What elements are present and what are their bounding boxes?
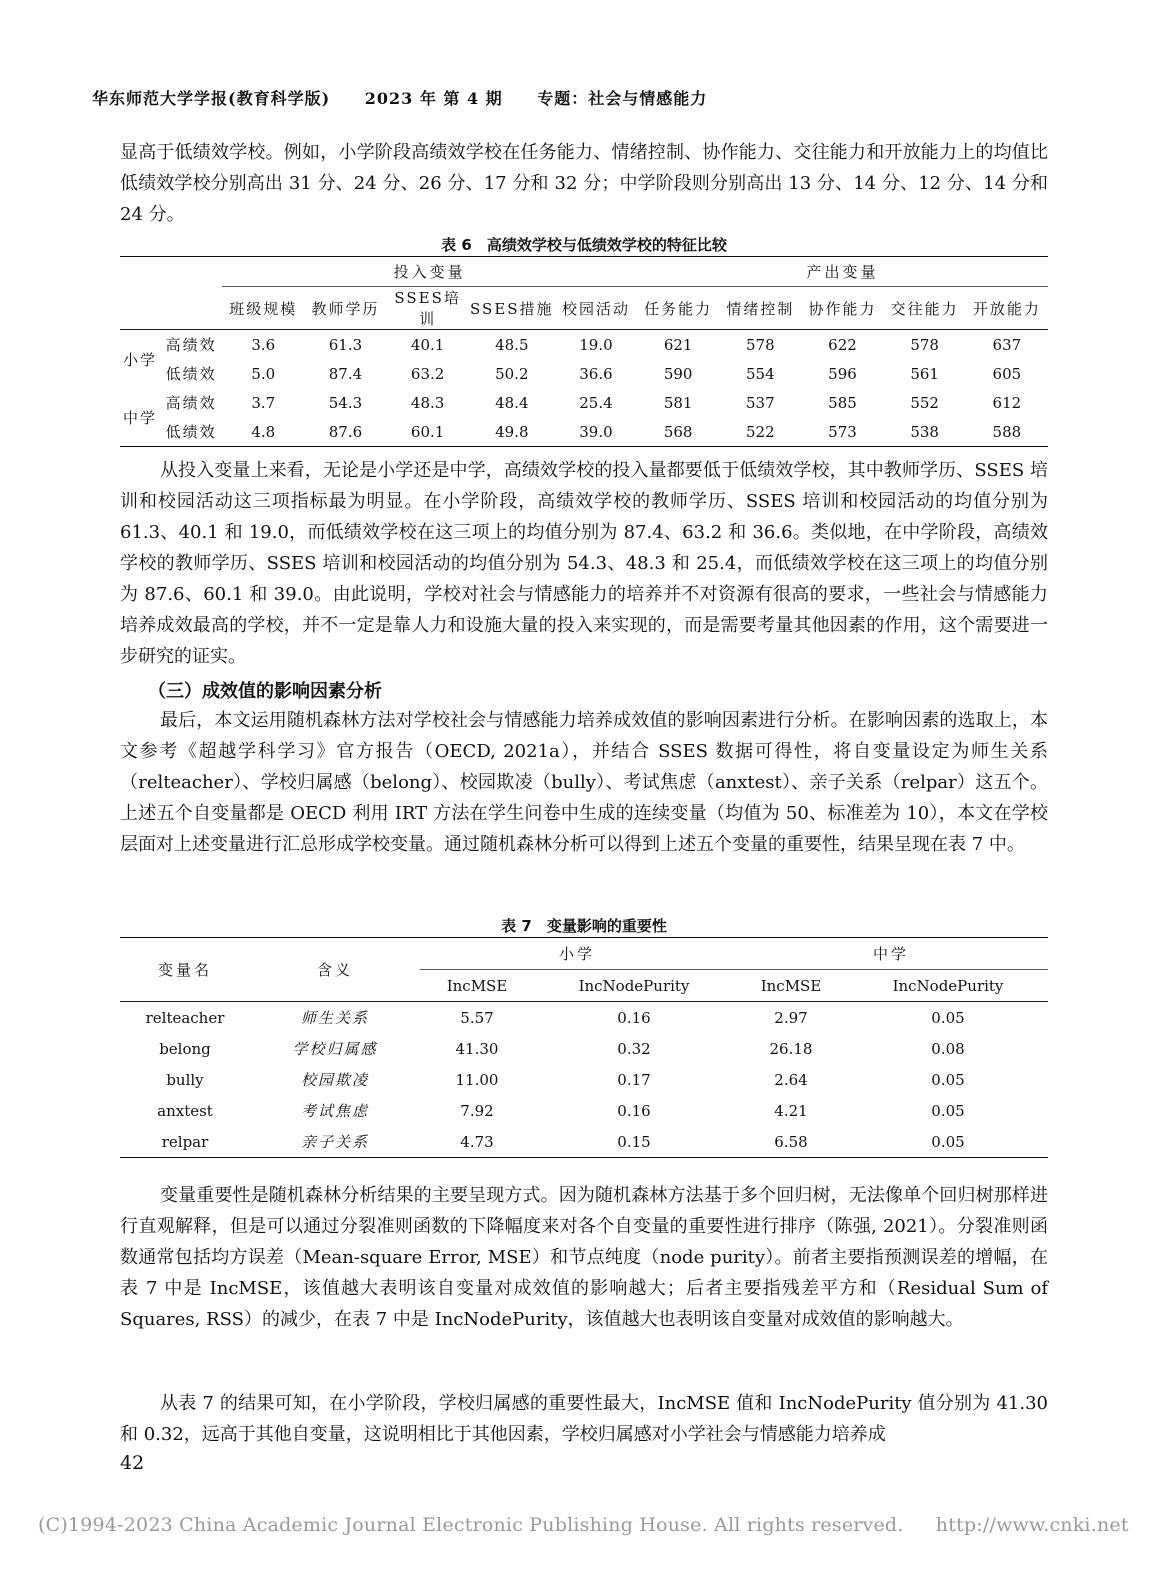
table6-cell: 25.4 (579, 393, 613, 412)
table6-cell: 87.6 (328, 422, 363, 441)
table7-cell: 0.05 (931, 1008, 965, 1027)
paragraph-results: 从表 7 的结果可知，在小学阶段，学校归属感的重要性最大，IncMSE 值和 IncNodePurity 值分别为 41.30 和 0.32，远高于其他自变量，这说明相比于其他因素，学校归属感对小学社会与情感能力培养成 (120, 1393, 1048, 1445)
table7-col-meaning: 含义 (250, 938, 420, 1002)
table6-column-header: 校园活动 (555, 287, 637, 330)
table6-column-header: 交往能力 (884, 287, 966, 330)
table7-row (120, 1002, 1048, 1034)
table6-group-output: 产出变量 (637, 257, 1048, 287)
table6-level-label: 低绩效 (165, 423, 217, 441)
paragraph-inputs: 从投入变量上来看，无论是小学还是中学，高绩效学校的投入量都要低于低绩效学校，其中教师学历、SSES 培训和校园活动这三项指标最为明显。在小学阶段，高绩效学校的教师学历、SSES 培训和校园活动的均值分别为 61.3、40.1 和 19.0，而低绩效学校在这三项上的均值分别为 87.4、63.2 和 36.6。类似地，在中学阶段，高绩效学校的教师学历、SSES 培训和校园活动的均值分别为 54.3、48.3 和 25.4，而低绩效学校在这三项上的均值分别为 87.6、60.1 和 39.0。由此说明，学校对社会与情感能力的培养并不对资源有很高的要求，一些社会与情感能力培养成效最高的学校，并不一定是靠人力和设施大量的投入来实现的，而是需要考量其他因素的作用，这个需要进一步研究的证实。 (120, 460, 1048, 667)
table7-cell: 6.58 (774, 1132, 808, 1151)
table6-cell: 49.8 (495, 422, 529, 441)
table6-group-input: 投入变量 (222, 257, 637, 287)
paragraph-continuation: 显高于低绩效学校。例如，小学阶段高绩效学校在任务能力、情绪控制、协作能力、交往能力和开放能力上的均值比低绩效学校分别高出 31 分、24 分、26 分、17 分和 32 分；中学阶段则分别高出 13 分、14 分、12 分、14 分和 24 分。 (120, 142, 1048, 225)
table6-row (120, 388, 1048, 417)
table7-cell: 11.00 (455, 1070, 499, 1089)
table7-meaning: 考试焦虑 (300, 1102, 369, 1120)
table7-group-primary: 小学 (420, 938, 734, 970)
table6-column-header: 协作能力 (801, 287, 883, 330)
table7-meaning: 学校归属感 (292, 1040, 378, 1058)
table6-cell: 637 (992, 335, 1022, 354)
table6-cell: 5.0 (251, 364, 276, 383)
table6-cell: 568 (663, 422, 693, 441)
table7 (120, 937, 1048, 1158)
table7-variable-name: belong (159, 1039, 211, 1058)
running-header (92, 86, 735, 109)
table7-cell: 0.05 (931, 1101, 965, 1120)
table6-cell: 3.6 (251, 335, 276, 354)
table6-cell: 522 (746, 422, 775, 441)
table7-cell: 26.18 (769, 1039, 813, 1058)
table7-meaning: 亲子关系 (300, 1133, 369, 1151)
table6-group-label: 中学 (123, 408, 158, 427)
table7-cell: 0.05 (931, 1070, 965, 1089)
table6-column-header: 开放能力 (966, 287, 1048, 330)
table7-cell: 2.64 (774, 1070, 808, 1089)
table6-group-label: 小学 (123, 350, 158, 369)
table6-cell: 537 (746, 393, 775, 412)
table7-meaning: 师生关系 (300, 1009, 369, 1027)
table6-cell: 4.8 (251, 422, 276, 441)
page-number: 42 (120, 1452, 145, 1474)
table7-row (120, 1126, 1048, 1158)
table7-cell: 2.97 (774, 1008, 808, 1027)
table6-cell: 60.1 (410, 422, 445, 441)
table6-cell: 581 (663, 393, 693, 412)
table6-cell: 578 (910, 335, 939, 354)
table6-row (120, 330, 1048, 360)
table7-subcolumn-header: IncMSE (420, 970, 534, 1002)
issue-label: 2023 年 第 4 期 (364, 89, 503, 108)
table6-cell: 48.5 (495, 335, 529, 354)
table6-cell: 588 (992, 422, 1022, 441)
table6-level-label: 高绩效 (165, 394, 217, 412)
footer-copyright: (C)1994-2023 China Academic Journal Electronic Publishing House. All rights reserved. (38, 1514, 904, 1536)
topic-label: 专题：社会与情感能力 (537, 89, 708, 108)
table7-cell: 7.92 (460, 1101, 494, 1120)
table6-caption: 表 6 高绩效学校与低绩效学校的特征比较 (441, 236, 727, 254)
table6-cell: 36.6 (579, 364, 613, 383)
table6-column-header: 班级规模 (222, 287, 304, 330)
table6-cell: 54.3 (328, 393, 363, 412)
table7-cell: 0.17 (617, 1070, 651, 1089)
table7-cell: 4.21 (774, 1101, 808, 1120)
table7-subcolumn-header: IncNodePurity (848, 970, 1048, 1002)
table7-variable-name: relpar (161, 1132, 209, 1151)
table7-row (120, 1095, 1048, 1126)
table6-cell: 590 (663, 364, 693, 383)
journal-name: 华东师范大学学报(教育科学版) (92, 89, 331, 108)
table7-row (120, 1064, 1048, 1095)
paragraph-importance: 变量重要性是随机森林分析结果的主要呈现方式。因为随机森林方法基于多个回归树，无法像单个回归树那样进行直观解释，但是可以通过分裂准则函数的下降幅度来对各个自变量的重要性进行排序（陈强, 2021）。分裂准则函数通常包括均方误差（Mean-square Error, MSE）和节点纯度（node purity）。前者主要指预测误差的增幅，在表 7 中是 IncMSE，该值越大表明该自变量对成效值的影响越大；后者主要指残差平方和（Residual Sum of Squares, RSS）的减少，在表 7 中是 IncNodePurity，该值越大也表明该自变量对成效值的影响越大。 (120, 1185, 1048, 1330)
table7-cell: 0.05 (931, 1132, 965, 1151)
table7-caption: 表 7 变量影响的重要性 (501, 917, 667, 935)
table6-cell: 48.3 (410, 393, 445, 412)
table6-level-label: 低绩效 (165, 365, 217, 383)
table7-cell: 0.08 (931, 1039, 965, 1058)
table6-cell: 596 (828, 364, 857, 383)
table7-group-secondary: 中学 (734, 938, 1048, 970)
table6-column-header: 教师学历 (304, 287, 386, 330)
table6-cell: 621 (663, 335, 693, 354)
paragraph-method: 最后，本文运用随机森林方法对学校社会与情感能力培养成效值的影响因素进行分析。在影响因素的选取上，本文参考《超越学科学习》官方报告（OECD, 2021a），并结合 SSES 数据可得性，将自变量设定为师生关系（relteacher）、学校归属感（belong）、校园欺凌（bully）、考试焦虑（anxtest）、亲子关系（relpar）这五个。上述五个自变量都是 OECD 利用 IRT 方法在学生问卷中生成的连续变量（均值为 50、标准差为 10），本文在学校层面对上述变量进行汇总形成学校变量。通过随机森林分析可以得到上述五个变量的重要性，结果呈现在表 7 中。 (120, 710, 1048, 855)
table7-cell: 0.16 (617, 1008, 651, 1027)
table6-cell: 39.0 (579, 422, 613, 441)
table6-cell: 63.2 (410, 364, 445, 383)
table7-cell: 0.15 (617, 1132, 651, 1151)
table6-column-header: 任务能力 (637, 287, 719, 330)
table6-cell: 612 (992, 393, 1022, 412)
table6-cell: 61.3 (328, 335, 363, 354)
table6-cell: 48.4 (495, 393, 529, 412)
table7-cell: 0.32 (617, 1039, 651, 1058)
table6-column-header: SSES措施 (469, 287, 555, 330)
table7-cell: 41.30 (455, 1039, 499, 1058)
table6-cell: 578 (746, 335, 775, 354)
table7-subcolumn-header: IncNodePurity (534, 970, 734, 1002)
table6-column-header: 情绪控制 (719, 287, 801, 330)
table7-variable-name: anxtest (157, 1101, 213, 1120)
table6-cell: 573 (828, 422, 857, 441)
footer-url: http://www.cnki.net (935, 1514, 1129, 1536)
table6-cell: 622 (828, 335, 857, 354)
table6-cell: 538 (910, 422, 939, 441)
table6-cell: 552 (910, 393, 939, 412)
table6-cell: 605 (992, 364, 1022, 383)
table7-col-var: 变量名 (120, 938, 250, 1002)
table6-cell: 50.2 (495, 364, 529, 383)
table7-cell: 4.73 (460, 1132, 494, 1151)
table7-cell: 5.57 (460, 1008, 494, 1027)
table7-subcolumn-header: IncMSE (734, 970, 848, 1002)
table6-cell: 561 (910, 364, 939, 383)
table6 (120, 256, 1048, 447)
table6-cell: 554 (746, 364, 775, 383)
table6-cell: 87.4 (328, 364, 363, 383)
table6-row (120, 359, 1048, 388)
table7-meaning: 校园欺凌 (300, 1071, 369, 1089)
table7-row (120, 1033, 1048, 1064)
table6-column-header: SSES培训 (387, 287, 469, 330)
table6-cell: 585 (828, 393, 857, 412)
section-heading: （三）成效值的影响因素分析 (148, 681, 382, 702)
table7-variable-name: bully (166, 1070, 204, 1089)
table6-cell: 40.1 (410, 335, 445, 354)
footer (38, 1514, 1129, 1536)
table6-row (120, 417, 1048, 447)
table6-cell: 19.0 (579, 335, 613, 354)
table7-cell: 0.16 (617, 1101, 651, 1120)
table6-level-label: 高绩效 (165, 336, 217, 354)
table7-variable-name: relteacher (145, 1008, 225, 1027)
table6-cell: 3.7 (251, 393, 276, 412)
